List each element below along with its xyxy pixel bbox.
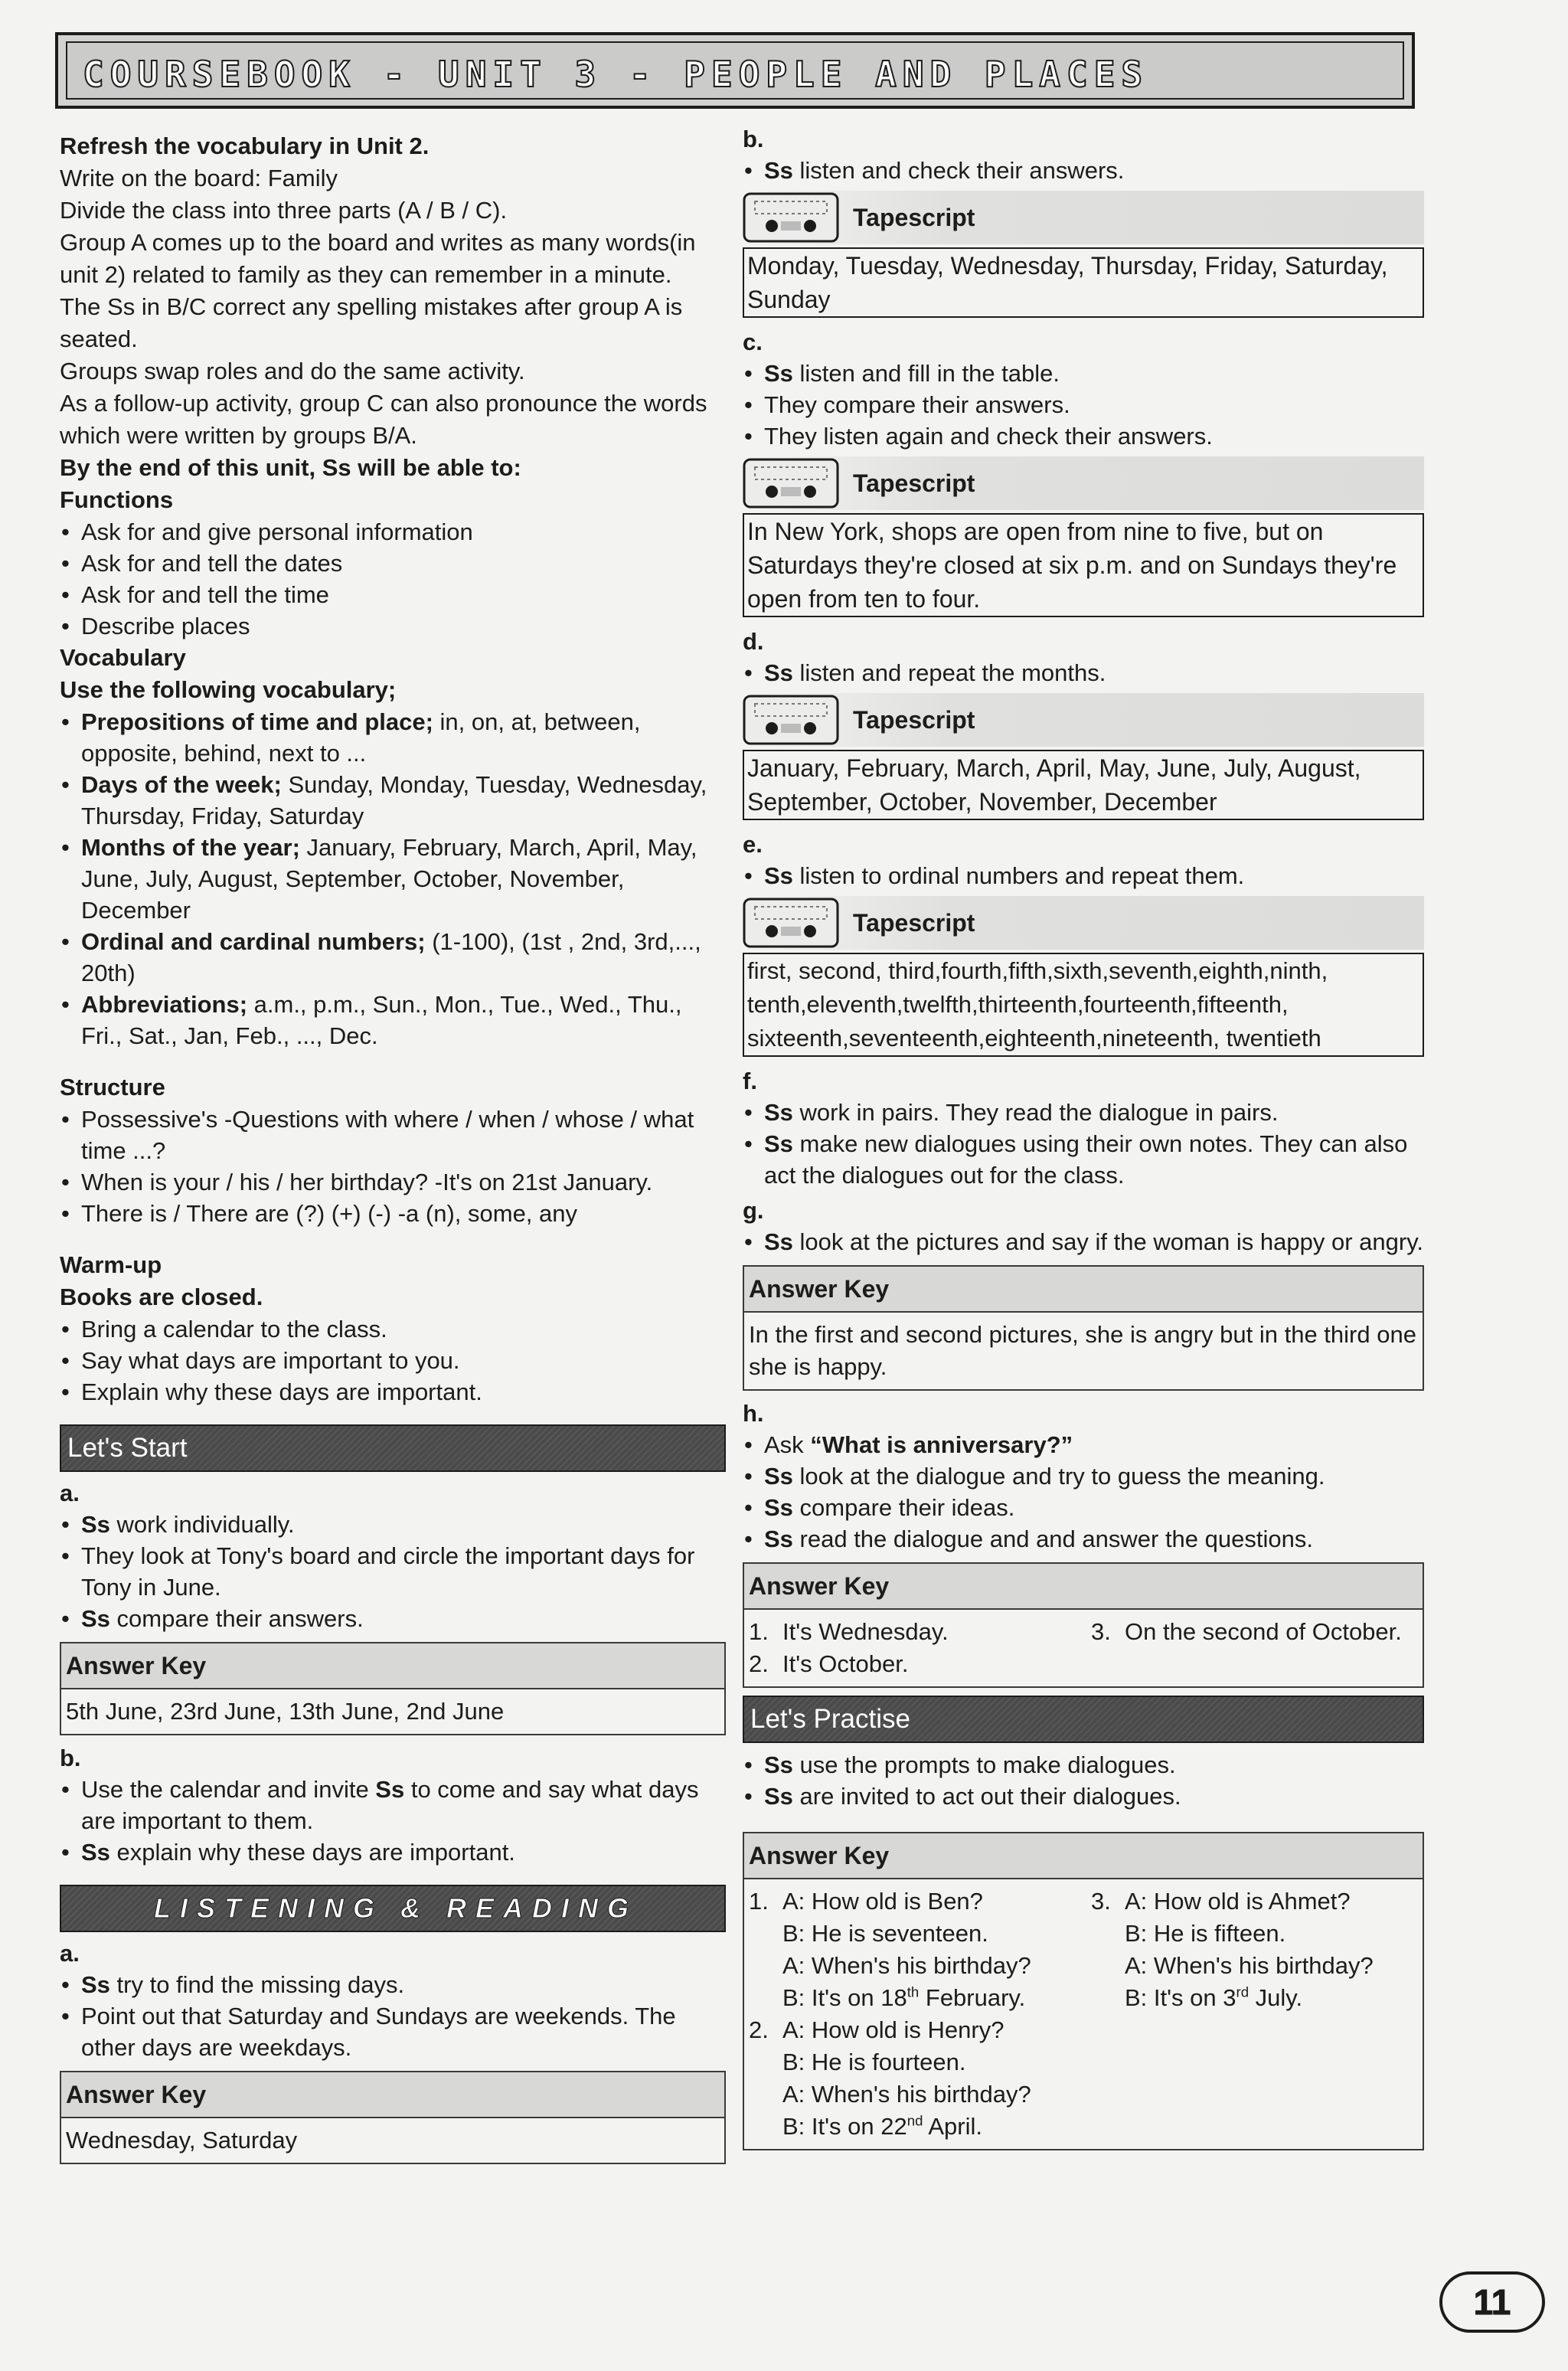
dialogue-line <box>782 2111 1076 2143</box>
left-column <box>60 130 726 2172</box>
tapescript-text: In New York, shops are open from nine to five, but on Saturdays they're closed at six p.m. and on Sundays they're open from ten to four. <box>743 513 1424 617</box>
tapescript-heading <box>743 456 1424 510</box>
list-item: • Explain why these days are important. <box>60 1376 726 1408</box>
page-number: 11 <box>1439 2271 1545 2333</box>
unit-header-inner <box>66 41 1404 100</box>
list-item <box>743 1523 1424 1555</box>
list-item <box>60 1836 726 1868</box>
ss-label: Ss <box>764 1228 793 1255</box>
answer-number: 2. <box>749 1650 769 1677</box>
answer-key-heading: Answer Key <box>61 2072 724 2118</box>
item-text: use the prompts to make dialogues. <box>792 1751 1176 1778</box>
list-item: • Bring a calendar to the class. <box>60 1313 726 1345</box>
answer-key-text: Wednesday, Saturday <box>66 2127 298 2154</box>
vocabulary-subtitle: Use the following vocabulary; <box>60 676 397 703</box>
dialogue-line: B: He is seventeen. <box>782 1920 988 1947</box>
list-item <box>60 1969 726 2000</box>
section-letter: h. <box>743 1400 764 1427</box>
item-text: Point out that Saturday and Sundays are weekends. The other days are weekdays. <box>81 2003 676 2061</box>
list-item: • There is / There are (?) (+) (-) -a (n), some, any <box>60 1198 726 1229</box>
ss-label: Ss <box>81 1511 110 1538</box>
tapescript-label: Tapescript <box>853 203 975 231</box>
item-text: compare their ideas. <box>792 1494 1015 1521</box>
ss-label: Ss <box>764 1494 793 1521</box>
tapescript-label: Tapescript <box>853 908 975 937</box>
dialogue-number: 3. <box>1091 1888 1111 1915</box>
section-letter: f. <box>743 1068 757 1094</box>
answer-key-box <box>60 1642 726 1735</box>
section-letter: g. <box>743 1197 764 1224</box>
warmup-title: Warm-up <box>60 1251 162 1278</box>
intro-line: Group A comes up to the board and writes as many words(in unit 2) related to family as they can remember in a minute. <box>60 229 696 288</box>
list-item <box>743 1749 1424 1781</box>
list-item <box>743 1781 1424 1812</box>
ss-label: Ss <box>81 1605 110 1632</box>
vocabulary-list <box>60 706 726 1051</box>
listening-h-list <box>743 1429 1424 1555</box>
listening-c-list <box>743 358 1424 452</box>
answer-col-2 <box>1091 1885 1418 2143</box>
vocab-term: Prepositions of time and place; <box>81 708 433 735</box>
lets-start-a-list <box>60 1509 726 1634</box>
item-text: look at the dialogue and try to guess the meaning. <box>792 1463 1325 1490</box>
answer-key-text: In the first and second pictures, she is angry but in the third one she is happy. <box>749 1321 1416 1380</box>
list-item <box>743 420 1424 452</box>
list-item <box>60 1509 726 1540</box>
tapescript-heading <box>743 191 1424 244</box>
objectives-title: By the end of this unit, Ss will be able to: <box>60 454 521 481</box>
list-item <box>743 1226 1424 1257</box>
item-text: They look at Tony's board and circle the important days for Tony in June. <box>81 1542 695 1601</box>
cassette-icon <box>743 458 839 509</box>
answer-key-heading: Answer Key <box>744 1833 1423 1879</box>
list-item <box>743 1429 1424 1460</box>
ss-label: Ss <box>764 1526 793 1552</box>
cassette-icon <box>743 192 839 243</box>
cassette-icon <box>743 695 839 745</box>
answer-key-grid <box>744 1610 1423 1686</box>
answer-key-box <box>743 1832 1424 2150</box>
answer-key-heading: Answer Key <box>744 1267 1423 1313</box>
structure-title: Structure <box>60 1074 165 1100</box>
warmup-list <box>60 1313 726 1408</box>
item-text: explain why these days are important. <box>109 1839 515 1866</box>
ss-label: Ss <box>81 1971 110 1998</box>
list-item <box>743 860 1424 891</box>
line-text: February. <box>919 1984 1026 2011</box>
line-text: April. <box>923 2113 982 2140</box>
item-text: They compare their answers. <box>764 391 1070 418</box>
intro-line: Write on the board: Family <box>60 165 338 191</box>
answer-col-1 <box>749 1885 1076 2143</box>
vocab-text: January, February, March, April, May, June, July, August, September, October, November, December <box>81 834 697 924</box>
practise-list <box>743 1749 1424 1812</box>
list-item: • Ask for and give personal information <box>60 516 726 548</box>
item-text: They listen again and check their answers. <box>764 423 1213 450</box>
list-item <box>60 2000 726 2063</box>
structure-list <box>60 1104 726 1229</box>
list-item: • Ask for and tell the time <box>60 579 726 610</box>
unit-title: COURSEBOOK - UNIT 3 - PEOPLE AND PLACES <box>83 54 1149 95</box>
answer-text: It's October. <box>782 1650 909 1677</box>
listening-a-list <box>60 1969 726 2063</box>
list-item <box>60 706 726 769</box>
tapescript-text: January, February, March, April, May, June, July, August, September, October, November, December <box>743 750 1424 820</box>
ss-label: Ss <box>764 1463 793 1490</box>
vocabulary-title: Vocabulary <box>60 644 186 671</box>
intro-line: Divide the class into three parts (A / B / C). <box>60 197 508 224</box>
dialogue-2 <box>749 2014 1076 2143</box>
right-column <box>743 119 1424 2158</box>
section-letter: a. <box>60 1940 80 1967</box>
section-letter: c. <box>743 329 763 355</box>
vocab-term: Abbreviations; <box>81 991 248 1018</box>
vocab-text: a.m., p.m., Sun., Mon., Tue., Wed., Thu., Fri., Sat., Jan, Feb., ..., Dec. <box>81 991 682 1049</box>
answer-key-box <box>743 1562 1424 1688</box>
line-text: B: It's on 18 <box>782 1984 907 2011</box>
vocab-text: Sunday, Monday, Tuesday, Wednesday, Thursday, Friday, Saturday <box>81 771 707 829</box>
section-letter: a. <box>60 1480 80 1506</box>
answer-key-grid <box>744 1879 1423 2149</box>
item-text: to come and say what days are important to them. <box>81 1776 699 1834</box>
vocab-text: in, on, at, between, opposite, behind, next to ... <box>81 708 641 767</box>
dialogue-line: A: When's his birthday? <box>1125 1952 1374 1979</box>
dialogue-lines <box>782 2014 1076 2143</box>
vocab-text: (1-100), (1st , 2nd, 3rd,..., 20th) <box>81 928 701 986</box>
list-item <box>743 389 1424 420</box>
section-letter: b. <box>60 1745 81 1771</box>
lets-start-b-list <box>60 1774 726 1868</box>
list-item <box>60 832 726 926</box>
tapescript-text: first, second, third,fourth,fifth,sixth,seventh,eighth,ninth, tenth,eleventh,twelfth,thirteenth,fourteenth,fifteenth, sixteenth,seventeenth,eighteenth,nineteenth, twentieth <box>743 953 1424 1057</box>
section-letter: e. <box>743 831 763 858</box>
listening-e-list <box>743 860 1424 891</box>
answer-item <box>1091 1616 1418 1648</box>
dialogue-line: A: When's his birthday? <box>782 1952 1031 1979</box>
section-letter: d. <box>743 628 764 655</box>
ss-label: Ss <box>764 1751 793 1778</box>
dialogue-line: B: He is fifteen. <box>1125 1920 1286 1947</box>
dialogue-line <box>1125 1982 1418 2014</box>
dialogue-line: A: When's his birthday? <box>782 2081 1031 2108</box>
list-item <box>60 989 726 1051</box>
ss-label: Ss <box>764 862 793 889</box>
refresh-title: Refresh the vocabulary in Unit 2. <box>60 132 430 159</box>
ss-label: Ss <box>375 1776 405 1803</box>
list-item <box>60 1540 726 1603</box>
tapescript-label: Tapescript <box>853 469 975 497</box>
list-item: • Describe places <box>60 610 726 642</box>
answer-key-heading: Answer Key <box>61 1643 724 1689</box>
list-item <box>743 1097 1424 1128</box>
answer-number: 1. <box>749 1618 769 1645</box>
item-text: are invited to act out their dialogues. <box>792 1783 1181 1810</box>
ss-label: Ss <box>764 157 793 184</box>
tapescript-text: Monday, Tuesday, Wednesday, Thursday, Friday, Saturday, Sunday <box>743 247 1424 318</box>
list-item <box>743 1460 1424 1492</box>
section-letter: b. <box>743 126 764 152</box>
ss-label: Ss <box>764 360 793 387</box>
answer-key-text: 5th June, 23rd June, 13th June, 2nd June <box>66 1698 505 1725</box>
listening-f-list <box>743 1097 1424 1191</box>
functions-title: Functions <box>60 486 174 513</box>
ss-label: Ss <box>764 659 793 686</box>
intro-line: As a follow-up activity, group C can also pronounce the words which were written by groups B/A. <box>60 390 707 449</box>
dialogue-3 <box>1091 1885 1418 2014</box>
answer-col-2 <box>1091 1616 1418 1680</box>
intro-line: The Ss in B/C correct any spelling mistakes after group A is seated. <box>60 293 683 352</box>
list-item <box>743 155 1424 186</box>
dialogue-line: A: How old is Ben? <box>782 1888 983 1915</box>
dialogue-line: A: How old is Henry? <box>782 2016 1004 2043</box>
answer-key-heading: Answer Key <box>744 1564 1423 1610</box>
answer-item <box>749 1616 1076 1648</box>
item-text: work in pairs. They read the dialogue in pairs. <box>792 1099 1279 1126</box>
dialogue-line: B: He is fourteen. <box>782 2049 966 2075</box>
functions-list <box>60 516 726 642</box>
item-text: Ask <box>764 1431 811 1458</box>
ss-label: Ss <box>764 1783 793 1810</box>
tapescript-label: Tapescript <box>853 705 975 734</box>
item-text: look at the pictures and say if the woman is happy or angry. <box>792 1228 1424 1255</box>
list-item <box>743 657 1424 688</box>
ss-label: Ss <box>764 1099 793 1126</box>
list-item <box>60 1603 726 1634</box>
answer-number: 3. <box>1091 1618 1111 1645</box>
answer-text: It's Wednesday. <box>782 1618 949 1645</box>
line-text: B: It's on 22 <box>782 2113 907 2140</box>
list-item: • Ask for and tell the dates <box>60 548 726 579</box>
line-text: July. <box>1249 1984 1303 2011</box>
ss-label: Ss <box>764 1130 793 1157</box>
listening-reading-bar: LISTENING & READING <box>60 1885 726 1932</box>
answer-item <box>749 1648 1076 1680</box>
ss-label: Ss <box>81 1839 110 1866</box>
listening-g-list <box>743 1226 1424 1257</box>
listening-b-list <box>743 155 1424 186</box>
ordinal-suffix: th <box>906 1983 920 2000</box>
item-text: listen to ordinal numbers and repeat them. <box>792 862 1245 889</box>
lets-practise-bar: Let's Practise <box>743 1696 1424 1743</box>
dialogue-1 <box>749 1885 1076 2014</box>
cassette-icon <box>743 898 839 948</box>
item-text: work individually. <box>109 1511 295 1538</box>
item-text: try to find the missing days. <box>109 1971 405 1998</box>
tapescript-heading <box>743 896 1424 950</box>
vocab-term: Ordinal and cardinal numbers; <box>81 928 426 955</box>
vocab-term: Months of the year; <box>81 834 300 861</box>
list-item <box>743 1492 1424 1523</box>
answer-key-box <box>60 2071 726 2164</box>
list-item <box>743 1128 1424 1191</box>
item-text: compare their answers. <box>109 1605 364 1632</box>
dialogue-number: 2. <box>749 2016 769 2043</box>
item-text: listen and check their answers. <box>792 157 1125 184</box>
list-item: • Possessive's -Questions with where / when / whose / what time ...? <box>60 1104 726 1166</box>
dialogue-line: A: How old is Ahmet? <box>1125 1888 1351 1915</box>
dialogue-number: 1. <box>749 1888 769 1915</box>
dialogue-lines <box>1125 1885 1418 2014</box>
item-text: make new dialogues using their own notes. They can also act the dialogues out for the class. <box>764 1130 1408 1189</box>
warmup-subtitle: Books are closed. <box>60 1284 263 1310</box>
lets-start-bar: Let's Start <box>60 1424 726 1472</box>
list-item: • Say what days are important to you. <box>60 1345 726 1376</box>
item-text: listen and repeat the months. <box>792 659 1106 686</box>
intro-line: Groups swap roles and do the same activity. <box>60 358 525 384</box>
question-text: “What is anniversary?” <box>810 1431 1073 1458</box>
list-item: • When is your / his / her birthday? -It's on 21st January. <box>60 1166 726 1198</box>
list-item <box>743 358 1424 389</box>
ordinal-suffix: nd <box>906 2112 923 2129</box>
ordinal-suffix: rd <box>1236 1983 1250 2000</box>
tapescript-heading <box>743 693 1424 747</box>
unit-header <box>55 32 1415 109</box>
item-text: read the dialogue and and answer the questions. <box>792 1526 1313 1552</box>
item-text: listen and fill in the table. <box>792 360 1060 387</box>
dialogue-lines <box>782 1885 1076 2014</box>
item-text: Use the calendar and invite <box>81 1776 376 1803</box>
listening-d-list <box>743 657 1424 688</box>
list-item <box>60 926 726 989</box>
answer-key-box <box>743 1265 1424 1391</box>
vocab-term: Days of the week; <box>81 771 282 798</box>
list-item <box>60 1774 726 1836</box>
answer-col-1 <box>749 1616 1076 1680</box>
answer-text: On the second of October. <box>1125 1618 1402 1645</box>
list-item <box>60 769 726 832</box>
dialogue-line <box>782 1982 1076 2014</box>
line-text: B: It's on 3 <box>1125 1984 1236 2011</box>
